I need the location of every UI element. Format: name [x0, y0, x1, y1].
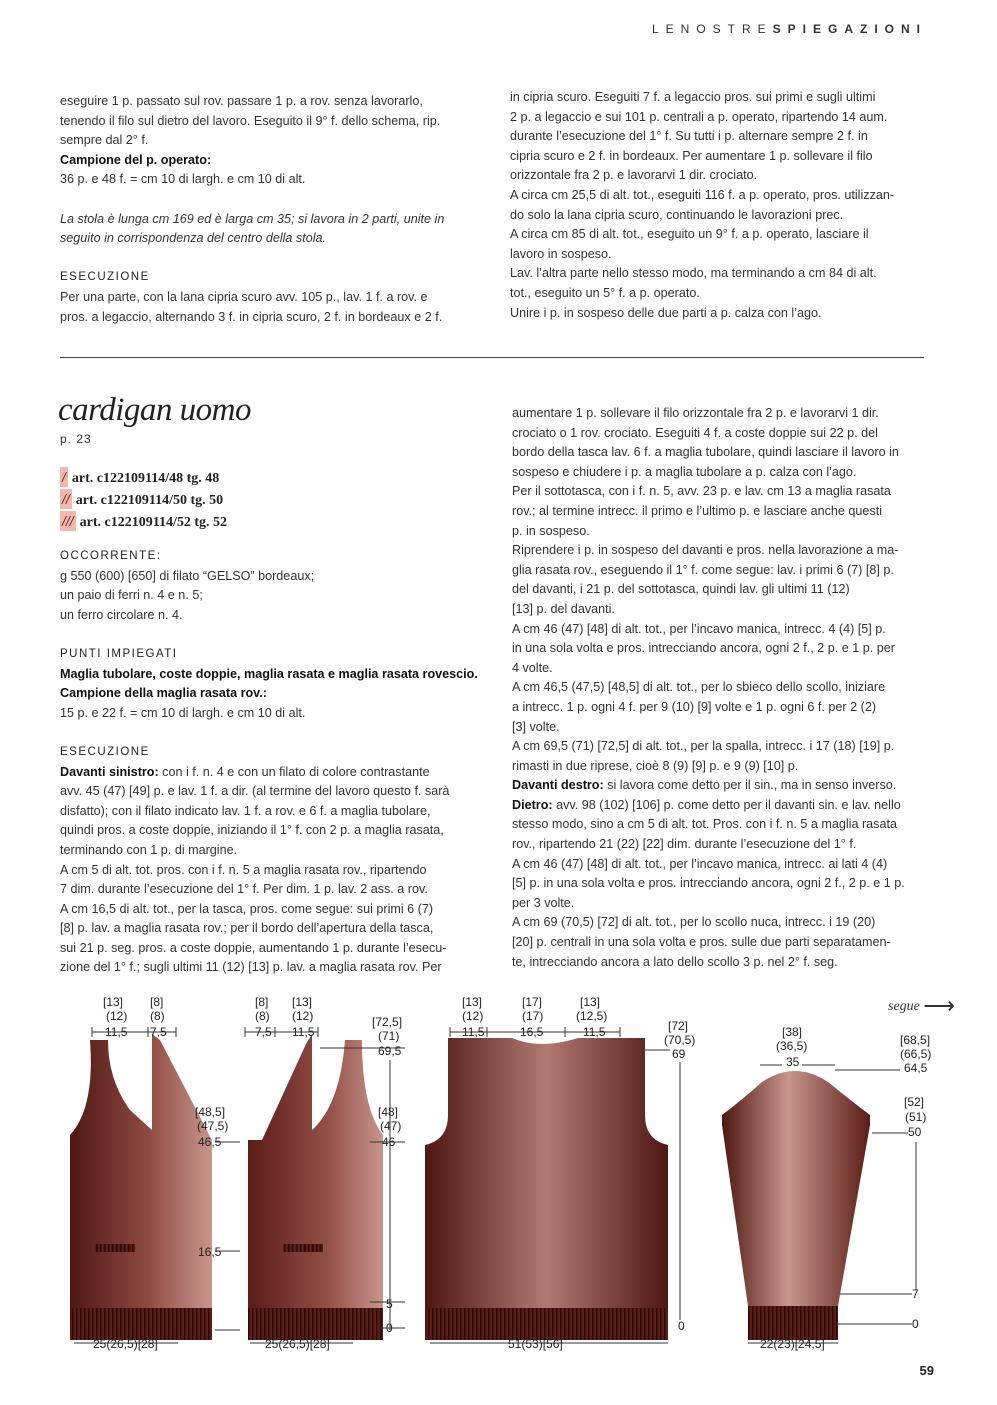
text-line: eseguire 1 p. passato sul rov. passare 1 p. a rov. senza lavorarlo,: [60, 94, 423, 108]
text-line: [60, 723, 490, 743]
text-line: lavoro in sospeso.: [510, 246, 612, 261]
text-line: tot., eseguito un 5° f. a p. operato.: [510, 285, 700, 300]
text-line: [20] p. centrali in una sola volta e pros. sulle due parti separatamen-: [512, 935, 891, 950]
svg-text:(66,5): (66,5): [900, 1047, 932, 1061]
svg-text:25(26,5)[28]: 25(26,5)[28]: [265, 1337, 330, 1351]
svg-text:[13]: [13]: [580, 995, 601, 1009]
article-item: [60, 467, 227, 489]
text-line: A cm 5 di alt. tot. pros. con i f. n. 5 a maglia rasata rov., ripartendo: [60, 862, 427, 877]
text-line: avv. 45 (47) [49] p. e lav. 1 f. a dir. (al termine del lavoro questo f. sarà: [60, 784, 450, 799]
text-line: Dietro: avv. 98 (102) [106] p. come detto per il davanti sin. e lav. nello: [512, 797, 901, 812]
size-mark: //: [62, 491, 70, 507]
page-reference: p. 23: [60, 432, 92, 446]
top-right-column: [510, 88, 930, 323]
header-bold: SPIEGAZIONI: [772, 22, 927, 36]
text-line: A cm 69,5 (71) [72,5] di alt. tot., per la spalla, intrecc. i 17 (18) [19] p.: [512, 739, 895, 754]
text-line: Riprendere i p. in sospeso del davanti e pros. nella lavorazione a ma-: [512, 543, 899, 558]
left-front-schematic: [70, 995, 240, 1351]
text-line: A cm 46,5 (47,5) [48,5] di alt. tot., per lo sbieco dello scollo, iniziare: [512, 680, 886, 695]
svg-text:[8]: [8]: [150, 995, 164, 1009]
text-line: rov.; al termine intrecc. il primo e l’ultimo p. e lasciare anche questi: [512, 503, 883, 518]
text-line: [60, 249, 480, 269]
svg-text:7,5: 7,5: [255, 1025, 272, 1039]
svg-text:(36,5): (36,5): [776, 1039, 808, 1053]
svg-text:0: 0: [912, 1317, 919, 1331]
svg-text:(12): (12): [292, 1009, 314, 1023]
svg-text:(8): (8): [150, 1009, 165, 1023]
text-line: Davanti destro: si lavora come detto per il sin., ma in senso inverso.: [512, 778, 897, 793]
text-line: PUNTI IMPIEGATI: [60, 647, 178, 660]
text-line: terminando con 1 p. di margine.: [60, 842, 238, 857]
text-line: orizzontale fra 2 p. e lavorarvi 1 dir. crociato.: [510, 168, 758, 183]
svg-text:5: 5: [386, 1297, 393, 1311]
lead-label: Davanti destro:: [512, 778, 604, 793]
back-schematic: [425, 995, 695, 1351]
svg-text:46: 46: [382, 1135, 396, 1149]
text-line: 7 dim. durante l’esecuzione del 1° f. Per dim. 1 p. lav. 2 ass. a rov.: [60, 882, 428, 897]
header-light: LENOSTRE: [651, 22, 773, 36]
text-line: aumentare 1 p. sollevare il filo orizzontale fra 2 p. e lavorarvi 1 dir.: [512, 406, 879, 420]
svg-text:7,5: 7,5: [150, 1025, 167, 1039]
svg-text:(17): (17): [522, 1009, 544, 1023]
svg-text:25(26,5)[28]: 25(26,5)[28]: [93, 1337, 158, 1351]
article-text: art. c122109114/48 tg. 48: [71, 471, 220, 486]
text-line: Maglia tubolare, coste doppie, maglia rasata e maglia rasata rovescio.: [60, 666, 478, 681]
svg-text:46,5: 46,5: [198, 1135, 222, 1149]
text-line: tenendo il filo sul dietro del lavoro. Eseguito il 9° f. dello schema, rip.: [60, 113, 441, 128]
svg-text:11,5: 11,5: [105, 1025, 128, 1039]
svg-text:7: 7: [912, 1287, 919, 1301]
text-line: in cipria scuro. Eseguiti 7 f. a legaccio pros. sui primi e sugli ultimi: [510, 90, 876, 104]
text-line: [60, 625, 490, 645]
text-line: A cm 16,5 di alt. tot., per la tasca, pros. come segue: sui primi 6 (7): [60, 901, 434, 916]
top-left-column: [60, 92, 480, 327]
svg-text:22(23)[24,5]: 22(23)[24,5]: [760, 1337, 825, 1351]
svg-text:51(53)[56]: 51(53)[56]: [508, 1337, 563, 1351]
svg-text:16,5: 16,5: [520, 1025, 544, 1039]
left-instructions: [60, 547, 490, 978]
svg-text:[48,5]: [48,5]: [195, 1105, 226, 1119]
svg-text:(71): (71): [378, 1029, 400, 1043]
text-line: rimasti in due riprese, cioè 8 (9) [9] p. e 9 (9) [10] p.: [512, 758, 799, 773]
text-line: La stola è lunga cm 169 ed è larga cm 35; si lavora in 2 parti, unite in: [60, 211, 445, 226]
svg-text:[8]: [8]: [255, 995, 269, 1009]
lead-label: Dietro:: [512, 797, 553, 812]
svg-text:[68,5]: [68,5]: [900, 1033, 931, 1047]
text-line: Davanti sinistro: con i f. n. 4 e con un filato di colore contrastante: [60, 764, 430, 779]
text-line: sui 21 p. seg. pros. a coste doppie, aumentando 1 p. durante l’esecu-: [60, 940, 447, 955]
svg-text:(47): (47): [380, 1119, 402, 1133]
svg-text:0: 0: [678, 1319, 685, 1333]
text-line: quindi pros. a coste doppie, iniziando il 1° f. con 2 p. a maglia rasata,: [60, 823, 444, 838]
text-line: in una sola volta e pros. intrecciando ancora, ogni 2 f., 2 p. e 1 p. per: [512, 641, 895, 656]
svg-text:50: 50: [908, 1125, 922, 1139]
text-line: do solo la lana cipria scuro, continuando le lavorazioni prec.: [510, 207, 844, 222]
text-line: A circa cm 85 di alt. tot., eseguito un 9° f. a p. operato, lasciare il: [510, 227, 869, 242]
text-line: stesso modo, sino a cm 5 di alt. tot. Pros. con i f. n. 5 a maglia rasata: [512, 817, 897, 832]
text-line: seguito in corrispondenza del centro della stola.: [60, 231, 327, 246]
text-line: zione del 1° f.; sugli ultimi 11 (12) [13] p. lav. a maglia rasata rov. Per: [60, 960, 442, 975]
text-line: ESECUZIONE: [60, 271, 150, 284]
right-instructions: [512, 404, 932, 972]
size-mark: ///: [62, 513, 74, 529]
text-line: un ferro circolare n. 4.: [60, 607, 183, 622]
text-line: durante l’esecuzione del 1° f. Su tutti i p. alternare sempre 2 f. in: [510, 129, 868, 144]
text-line: Per una parte, con la lana cipria scuro avv. 105 p., lav. 1 f. a rov. e: [60, 289, 428, 304]
text-line: a intrecc. 1 p. ogni 4 f. per 9 (10) [9] volte e 1 p. ogni 6 f. per 2 (2): [512, 699, 877, 714]
svg-text:[17]: [17]: [522, 995, 543, 1009]
text-line: Unire i p. in sospeso delle due parti a p. calza con l’ago.: [510, 305, 822, 320]
garment-schematics: [0, 990, 997, 1360]
text-line: Lav. l’altra parte nello stesso modo, ma terminando a cm 84 di alt.: [510, 266, 877, 281]
size-mark: /: [62, 469, 66, 485]
right-front-schematic: [245, 995, 405, 1351]
text-line: 36 p. e 48 f. = cm 10 di largh. e cm 10 di alt.: [60, 172, 306, 187]
svg-text:11,5: 11,5: [462, 1025, 485, 1039]
text-line: per 3 volte.: [512, 895, 575, 910]
text-line: g 550 (600) [650] di filato “GELSO” bordeaux;: [60, 568, 315, 583]
article-list: [60, 467, 227, 533]
svg-text:[13]: [13]: [103, 995, 124, 1009]
text-line: del davanti, i 21 p. del sottotasca, quindi lav. gli ultimi 11 (12): [512, 582, 850, 597]
text-line: [8] p. lav. a maglia rasata rov.; per il bordo dell’apertura della tasca,: [60, 921, 434, 936]
text-line: Campione della maglia rasata rov.:: [60, 686, 267, 701]
svg-text:0: 0: [386, 1321, 393, 1335]
svg-text:69: 69: [672, 1047, 686, 1061]
svg-text:(12,5): (12,5): [576, 1009, 608, 1023]
svg-text:[13]: [13]: [292, 995, 313, 1009]
text-line: [5] p. in una sola volta e pros. intrecciando ancora, ogni 2 f., 2 p. e 1 p.: [512, 876, 905, 891]
text-line: Campione del p. operato:: [60, 152, 212, 167]
pattern-title: cardigan uomo: [58, 392, 252, 428]
svg-text:[72]: [72]: [668, 1019, 689, 1033]
text-line: A cm 69 (70,5) [72] di alt. tot., per lo scollo nuca, intrecc. i 19 (20): [512, 915, 876, 930]
text-line: [13] p. del davanti.: [512, 601, 615, 616]
article-item: [60, 489, 227, 511]
svg-text:69,5: 69,5: [378, 1044, 402, 1058]
svg-text:(70,5): (70,5): [664, 1033, 696, 1047]
text-line: 2 p. a legaccio e sui 101 p. centrali a p. operato, ripartendo 14 aum.: [510, 109, 888, 124]
running-header: [652, 22, 927, 36]
text-line: rov., ripartendo 21 (22) [22] dim. durante l’esecuzione del 1° f.: [512, 837, 857, 852]
text-line: A circa cm 25,5 di alt. tot., eseguiti 116 f. a p. operato, pros. utilizzan-: [510, 187, 895, 202]
text-line: sempre dal 2° f.: [60, 133, 149, 148]
text-line: [3] volte.: [512, 719, 560, 734]
svg-text:[72,5]: [72,5]: [372, 1015, 403, 1029]
text-line: sospeso e chiudere i p. a maglia tubolare a p. calza con l’ago.: [512, 464, 857, 479]
page-number: 59: [919, 1363, 934, 1378]
svg-text:64,5: 64,5: [904, 1061, 928, 1075]
text-line: OCCORRENTE:: [60, 550, 162, 562]
svg-text:[48]: [48]: [378, 1105, 399, 1119]
article-text: art. c122109114/52 tg. 52: [79, 515, 228, 530]
text-line: A cm 46 (47) [48] di alt. tot., per l’incavo manica, intrecc. 4 (4) [5] p.: [512, 621, 886, 636]
text-line: A cm 46 (47) [48] di alt. tot., per l’incavo manica, intrecc. ai lati 4 (4): [512, 856, 888, 871]
svg-text:[38]: [38]: [782, 1025, 803, 1039]
article-text: art. c122109114/50 tg. 50: [75, 493, 224, 508]
text-line: ESECUZIONE: [60, 745, 150, 758]
svg-text:11,5: 11,5: [292, 1025, 315, 1039]
svg-text:[13]: [13]: [462, 995, 483, 1009]
text-line: pros. a legaccio, alternando 3 f. in cipria scuro, 2 f. in bordeaux e 2 f.: [60, 309, 443, 324]
svg-text:(12): (12): [106, 1009, 128, 1023]
text-line: bordo della tasca lav. 6 f. a maglia tubolare, quindi lasciare il lavoro in: [512, 445, 899, 460]
svg-text:16,5: 16,5: [198, 1245, 222, 1259]
text-line: te, intrecciando ancora a lato dello scollo 3 p. nel 2° f. seg.: [512, 954, 838, 969]
svg-text:(47,5): (47,5): [197, 1119, 229, 1133]
article-item: [60, 511, 227, 533]
text-line: [60, 190, 480, 210]
text-line: p. in sospeso.: [512, 523, 590, 538]
svg-text:(12): (12): [462, 1009, 484, 1023]
text-line: 15 p. e 22 f. = cm 10 di largh. e cm 10 di alt.: [60, 705, 306, 720]
text-line: 4 volte.: [512, 660, 553, 675]
text-line: un paio di ferri n. 4 e n. 5;: [60, 588, 203, 603]
lead-label: Davanti sinistro:: [60, 764, 159, 779]
svg-text:(8): (8): [255, 1009, 270, 1023]
section-divider: [60, 357, 924, 358]
text-line: Per il sottotasca, con i f. n. 5, avv. 23 p. e lav. cm 13 a maglia rasata: [512, 484, 891, 499]
svg-text:[52]: [52]: [904, 1095, 925, 1109]
continue-label: segue ⟶: [888, 993, 955, 1018]
text-line: glia rasata rov., eseguendo il 1° f. come segue: lav. i primi 6 (7) [8] p.: [512, 562, 894, 577]
svg-text:(51): (51): [905, 1110, 927, 1124]
text-line: cipria scuro e 2 f. in bordeaux. Per aumentare 1 p. sollevare il filo: [510, 148, 873, 163]
text-line: disfatto); con il filato indicato lav. 1 f. a rov. e 6 f. a maglia tubolare,: [60, 803, 431, 818]
svg-text:35: 35: [786, 1055, 800, 1069]
sleeve-schematic: [722, 1025, 931, 1351]
svg-text:11,5: 11,5: [583, 1025, 606, 1039]
text-line: crociato o 1 rov. crociato. Eseguiti 4 f. a coste doppie sui 22 p. del: [512, 425, 878, 440]
